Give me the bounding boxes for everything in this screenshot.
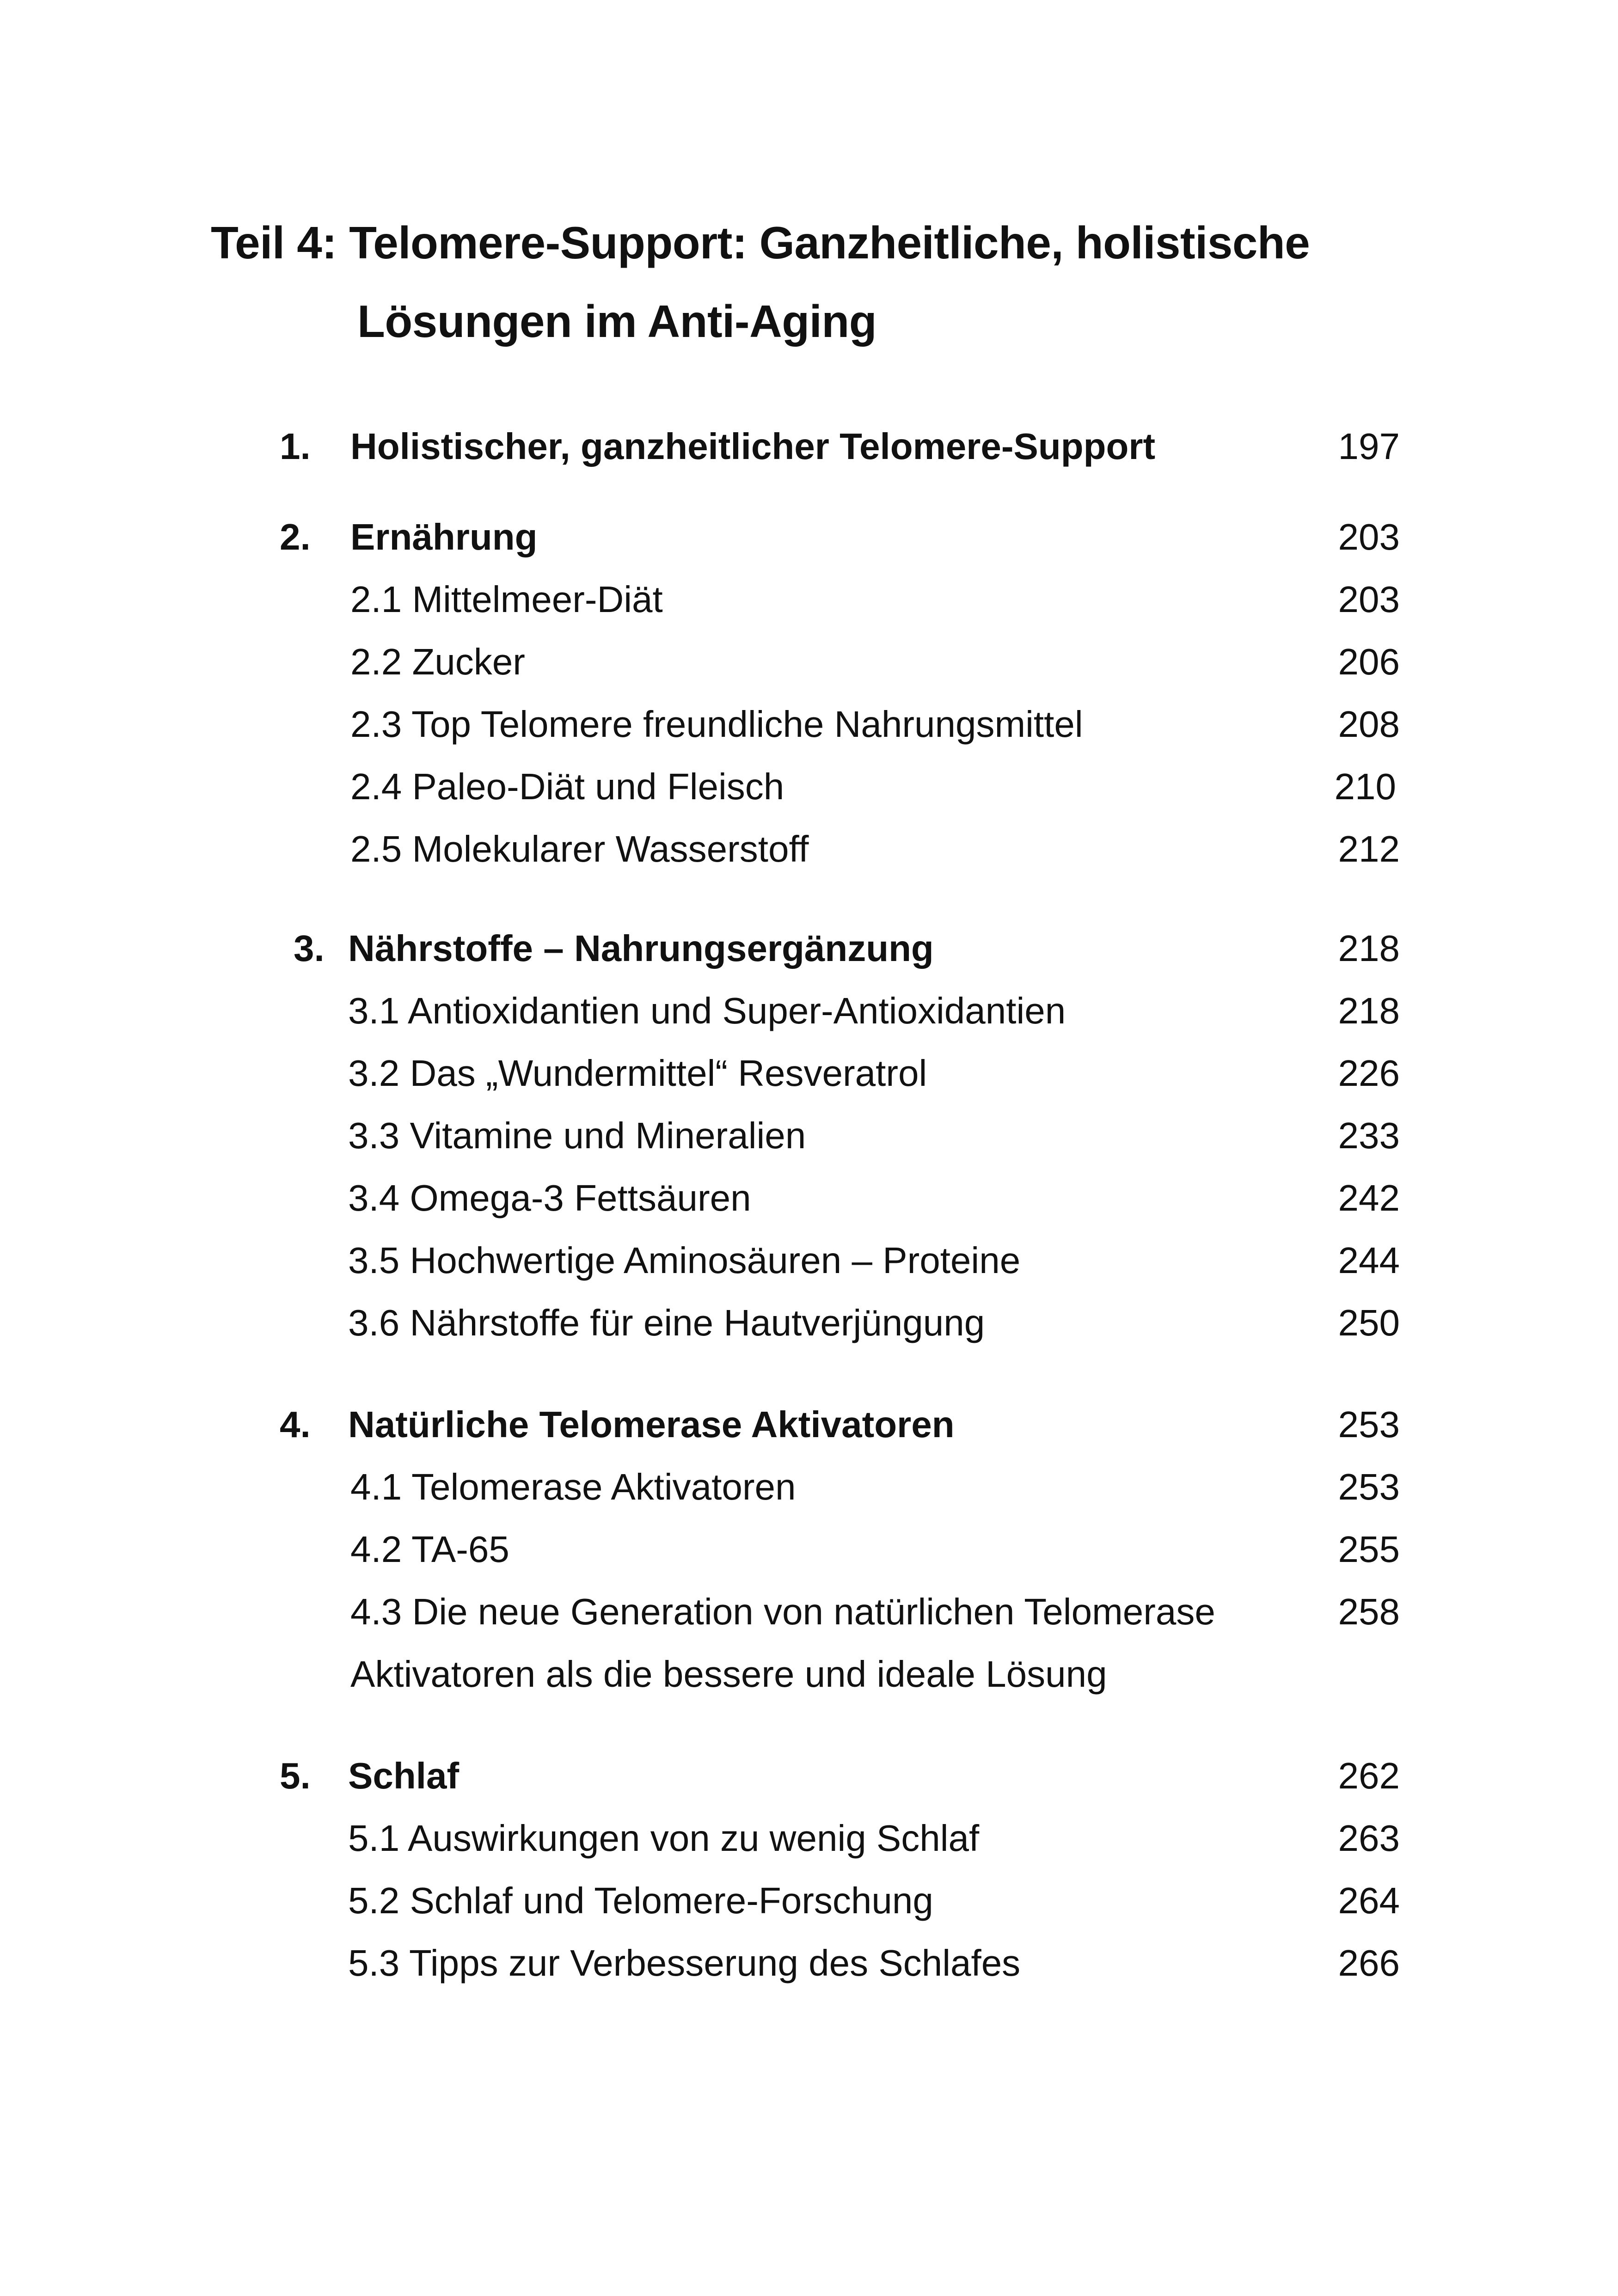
toc-section-3-4 [0,1166,1618,1231]
toc-section-2-2 [0,630,1618,694]
section-title-continuation: Aktivatoren als die bessere und ideale Lösung [350,1653,1107,1695]
toc-section-3-6 [0,1291,1618,1355]
section-title: 3.2 Das „Wundermittel“ Resveratrol [348,1053,927,1094]
page-number: 218 [1338,928,1400,969]
toc-section-3-2 [0,1041,1618,1106]
page-number: 250 [1338,1302,1400,1343]
section-title: 2.3 Top Telomere freundliche Nahrungsmittel [350,704,1083,745]
toc-chapter-5 [0,1744,1618,1808]
section-title: 5.2 Schlaf und Telomere-Forschung [348,1880,933,1921]
page-number: 206 [1338,641,1400,682]
section-title: 2.5 Molekularer Wasserstoff [350,828,809,869]
chapter-title: Ernährung [350,516,538,557]
toc-chapter-3 [0,916,1618,981]
page-number: 212 [1338,828,1400,869]
page-number: 203 [1338,516,1400,557]
toc-section-5-2 [0,1868,1618,1933]
page-number: 242 [1338,1177,1400,1218]
page-number: 262 [1338,1755,1400,1796]
chapter-title: Natürliche Telomerase Aktivatoren [348,1404,955,1445]
toc-section-3-1 [0,979,1618,1043]
toc-section-2-4 [0,754,1618,819]
page-number: 253 [1338,1404,1400,1445]
page-number: 210 [1334,766,1396,807]
page-number: 258 [1338,1591,1400,1632]
section-title: 5.1 Auswirkungen von zu wenig Schlaf [348,1818,980,1859]
section-title: 3.4 Omega-3 Fettsäuren [348,1177,751,1218]
toc-section-4-1 [0,1455,1618,1519]
toc-section-5-3 [0,1931,1618,1996]
toc-section-2-5 [0,817,1618,882]
toc-section-4-3 [0,1580,1618,1644]
title-line-1: Teil 4: Telomere-Support: Ganzheitliche, holistische [211,217,1310,268]
section-title: 3.6 Nährstoffe für eine Hautverjüngung [348,1302,985,1343]
section-title: 2.2 Zucker [350,641,525,682]
chapter-number: 5. [280,1755,311,1796]
toc-section-2-1 [0,567,1618,632]
page-number: 264 [1338,1880,1400,1921]
chapter-title: Schlaf [348,1755,460,1796]
chapter-title: Nährstoffe – Nahrungsergänzung [348,928,934,969]
toc-chapter-1 [0,414,1618,479]
section-title: 2.4 Paleo-Diät und Fleisch [350,766,784,807]
toc-chapter-2 [0,505,1618,569]
page-number: 226 [1338,1053,1400,1094]
section-title: 4.3 Die neue Generation von natürlichen Telomerase [350,1591,1215,1632]
page-number: 197 [1338,426,1400,467]
page-number: 253 [1338,1466,1400,1507]
page-number: 218 [1338,990,1400,1031]
toc-chapter-4 [0,1392,1618,1457]
section-title: 4.2 TA-65 [350,1529,509,1570]
chapter-title: Holistischer, ganzheitlicher Telomere-Support [350,426,1156,467]
toc-section-5-1 [0,1806,1618,1871]
section-title: 3.1 Antioxidantien und Super-Antioxidantien [348,990,1066,1031]
section-title: 3.3 Vitamine und Mineralien [348,1115,806,1156]
toc-section-3-3 [0,1103,1618,1168]
chapter-number: 4. [280,1404,311,1445]
toc-section-4-2 [0,1517,1618,1582]
chapter-number: 3. [294,928,325,969]
toc-section-3-5 [0,1228,1618,1293]
section-title: 4.1 Telomerase Aktivatoren [350,1466,796,1507]
page-number: 208 [1338,704,1400,745]
section-title: 3.5 Hochwertige Aminosäuren – Proteine [348,1240,1021,1281]
title-line-2: Lösungen im Anti-Aging [357,296,877,347]
page-number: 233 [1338,1115,1400,1156]
section-title: 2.1 Mittelmeer-Diät [350,579,663,620]
page-number: 255 [1338,1529,1400,1570]
page-number: 203 [1338,579,1400,620]
section-title: 5.3 Tipps zur Verbesserung des Schlafes [348,1942,1021,1984]
chapter-number: 2. [280,516,311,557]
page-number: 266 [1338,1942,1400,1984]
toc-section-2-3 [0,692,1618,757]
chapter-number: 1. [280,426,311,467]
page-number: 244 [1338,1240,1400,1281]
page-number: 263 [1338,1818,1400,1859]
